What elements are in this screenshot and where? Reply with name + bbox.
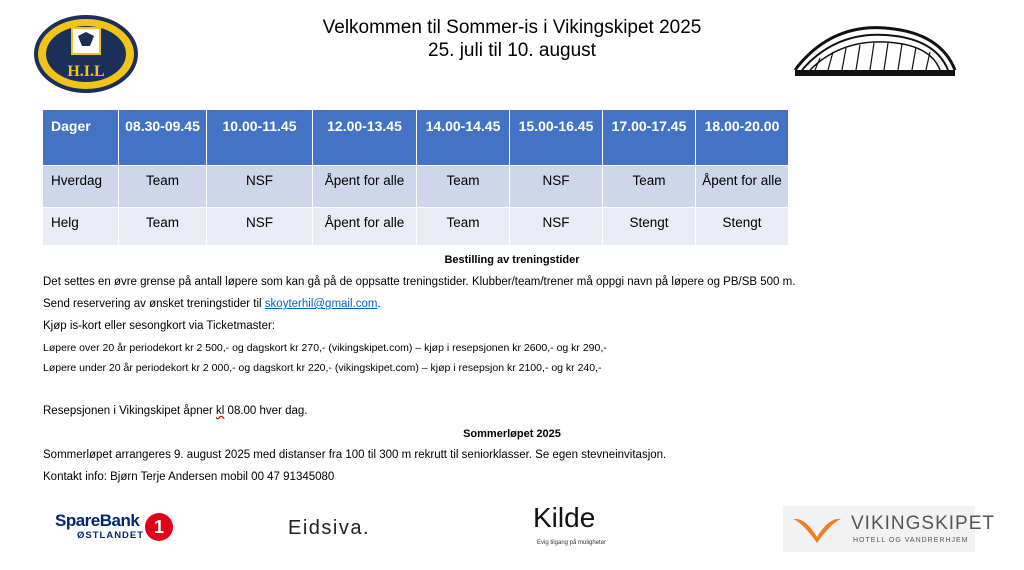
col-header: 18.00-20.00 <box>696 110 789 166</box>
table-cell: Team <box>603 166 696 208</box>
email-prefix: Send reservering av ønsket treningstider til <box>43 298 265 310</box>
reception-suffix: 08.00 hver dag. <box>224 405 308 417</box>
table-cell: Team <box>119 208 207 246</box>
table-cell: NSF <box>207 208 313 246</box>
table-cell: Åpent for alle <box>696 166 789 208</box>
email-suffix: . <box>377 298 381 310</box>
table-cell: NSF <box>510 208 603 246</box>
vikingskipet-hotel-logo <box>783 506 995 552</box>
sparebank-sub: ØSTLANDET <box>77 530 145 541</box>
booking-text-email <box>43 298 381 310</box>
day-cell: Helg <box>43 208 119 246</box>
table-cell: Team <box>417 166 510 208</box>
col-header: 08.30-09.45 <box>119 110 207 166</box>
col-header: 14.00-14.45 <box>417 110 510 166</box>
viking-sub: HOTELL OG VANDRERHJEM <box>853 537 969 544</box>
price-under-20: Løpere under 20 år periodekort kr 2 000,- og dagskort kr 220,- (vikingskipet.com) – kjøp i resepsjon kr 2100,- og kr 240,- <box>43 362 602 374</box>
day-cell: Hverdag <box>43 166 119 208</box>
schedule-table <box>42 109 789 246</box>
kilde-logo <box>533 502 623 552</box>
col-header: 15.00-16.45 <box>510 110 603 166</box>
viking-wing-icon <box>791 515 843 545</box>
race-heading: Sommerløpet 2025 <box>463 428 561 440</box>
table-row <box>43 208 789 246</box>
col-header: 12.00-13.45 <box>313 110 417 166</box>
table-cell: NSF <box>510 166 603 208</box>
sparebank-name: SpareBank <box>55 511 140 530</box>
hil-logo-text: H.I.L <box>67 63 105 80</box>
table-cell: Stengt <box>603 208 696 246</box>
ticket-info: Kjøp is-kort eller sesongkort via Ticketmaster: <box>43 320 275 332</box>
reception-prefix: Resepsjonen i Vikingskipet åpner <box>43 405 217 417</box>
table-cell: NSF <box>207 166 313 208</box>
race-description: Sommerløpet arrangeres 9. august 2025 med distanser fra 100 til 300 m rekrutt til seniorklasser. Se egen stevneinvitasjon. <box>43 449 667 461</box>
booking-text-limit: Det settes en øvre grense på antall løpere som kan gå på de oppsatte treningstider. Klubber/team/trener må oppgi navn på løpere og PB/SB 500 m. <box>43 276 796 288</box>
table-cell: Team <box>417 208 510 246</box>
col-header: 17.00-17.45 <box>603 110 696 166</box>
title-line-2: 25. juli til 10. august <box>428 40 596 61</box>
title-line-1: Velkommen til Sommer-is i Vikingskipet 2025 <box>322 17 702 38</box>
table-cell: Åpent for alle <box>313 208 417 246</box>
viking-name: VIKINGSKIPET <box>851 513 995 534</box>
sparebank-logo <box>55 508 175 548</box>
reception-kl: kl <box>216 405 225 417</box>
booking-heading: Bestilling av treningstider <box>444 254 580 266</box>
kilde-name: Kilde <box>533 502 596 533</box>
vikingskipet-stadium-drawing <box>790 22 960 78</box>
email-link[interactable]: skoyterhil@gmail.com <box>264 298 378 310</box>
col-header: Dager <box>43 110 119 166</box>
table-cell: Åpent for alle <box>313 166 417 208</box>
eidsiva-logo: Eidsiva. <box>288 517 371 539</box>
table-cell: Team <box>119 166 207 208</box>
schedule-header-row <box>43 110 789 166</box>
kilde-tagline: Evig tilgang på muligheter <box>537 540 607 546</box>
contact-info: Kontakt info: Bjørn Terje Andersen mobil 00 47 91345080 <box>43 471 335 483</box>
price-over-20: Løpere over 20 år periodekort kr 2 500,- og dagskort kr 270,- (vikingskipet.com) – kjøp i resepsjonen kr 2600,- og kr 290,- <box>43 342 607 354</box>
sparebank-badge: 1 <box>145 513 173 541</box>
col-header: 10.00-11.45 <box>207 110 313 166</box>
table-row <box>43 166 789 208</box>
table-cell: Stengt <box>696 208 789 246</box>
reception-hours <box>43 405 307 417</box>
